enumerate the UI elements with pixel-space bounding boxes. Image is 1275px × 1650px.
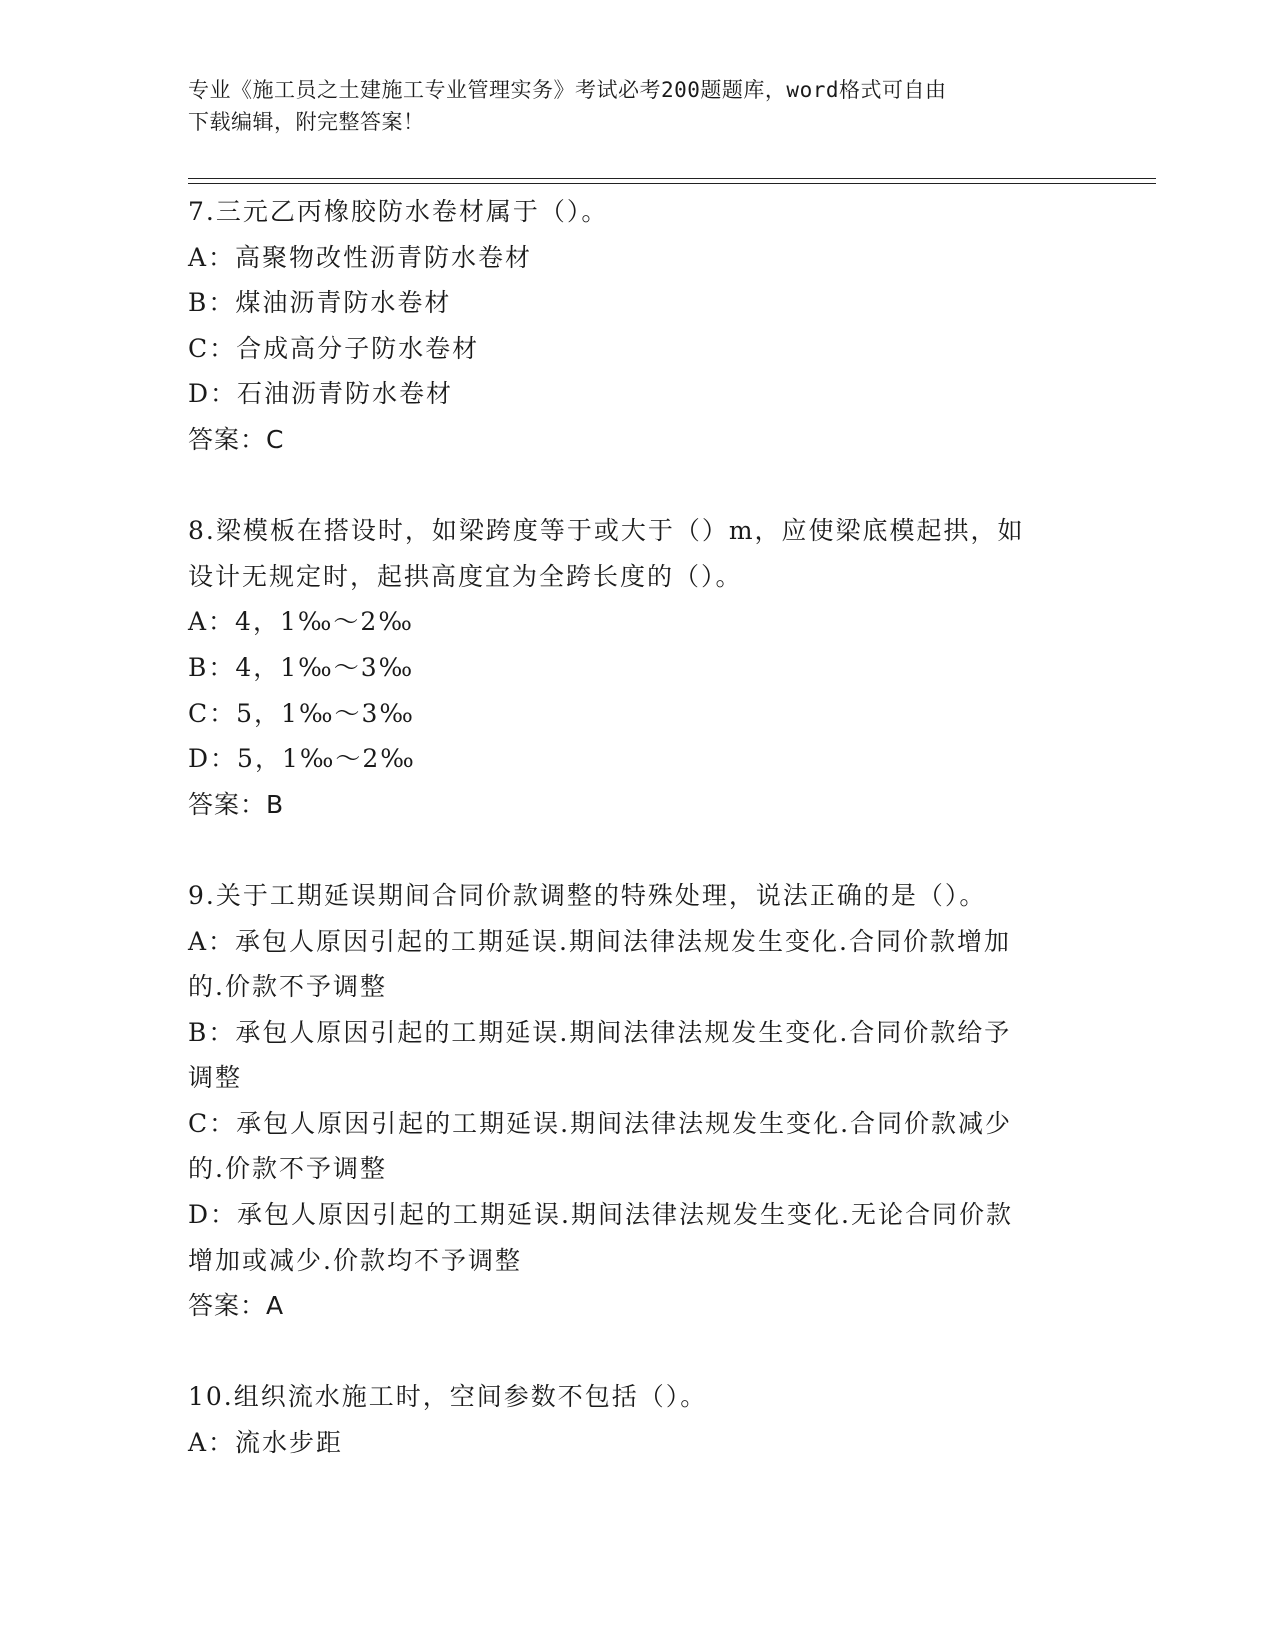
- header-title-line-1: 专业《施工员之土建施工专业管理实务》考试必考200题题库，word格式可自由: [188, 78, 947, 102]
- question-list: [188, 189, 1088, 1511]
- question-stem: 7.三元乙丙橡胶防水卷材属于（）。: [188, 197, 609, 226]
- question-option: A：4，1‰～2‰: [188, 607, 414, 637]
- question-stem: 10.组织流水施工时，空间参数不包括（）。: [188, 1382, 708, 1412]
- question-block: [188, 508, 1088, 827]
- question-option: A：承包人原因引起的工期延误.期间法律法规发生变化.合同价款增加: [188, 926, 1011, 956]
- question-option: C：5，1‰～3‰: [188, 698, 415, 728]
- question-option: B：4，1‰～3‰: [188, 652, 415, 682]
- question-option: D：承包人原因引起的工期延误.期间法律法规发生变化.无论合同价款: [188, 1200, 1013, 1230]
- question-option: C：合成高分子防水卷材: [188, 333, 480, 363]
- document-header: [188, 74, 1088, 138]
- question-stem: 8.梁模板在搭设时，如梁跨度等于或大于（）m，应使梁底模起拱，如: [188, 516, 1025, 546]
- question-option: C：承包人原因引起的工期延误.期间法律法规发生变化.合同价款减少: [188, 1108, 1013, 1138]
- answer-label: 答案：C: [188, 424, 285, 454]
- question-stem: 9.关于工期延误期间合同价款调整的特殊处理，说法正确的是（）。: [188, 880, 987, 910]
- answer-label: 答案：A: [188, 1291, 285, 1321]
- question-option: 增加或减少.价款均不予调整: [188, 1245, 522, 1275]
- question-option: 的.价款不予调整: [188, 972, 387, 1002]
- question-option: 调整: [188, 1063, 243, 1093]
- header-divider-top: [188, 178, 1156, 179]
- answer-label: 答案：B: [188, 789, 285, 819]
- question-option: A：高聚物改性沥青防水卷材: [188, 242, 533, 272]
- question-option: B：煤油沥青防水卷材: [188, 288, 452, 318]
- question-option: D：石油沥青防水卷材: [188, 379, 454, 409]
- question-option: B：承包人原因引起的工期延误.期间法律法规发生变化.合同价款给予: [188, 1017, 1012, 1047]
- question-stem: 设计无规定时，起拱高度宜为全跨长度的（）。: [188, 561, 743, 591]
- question-option: 的.价款不予调整: [188, 1154, 387, 1184]
- question-option: D：5，1‰～2‰: [188, 744, 416, 774]
- header-divider-bottom: [188, 183, 1156, 184]
- header-title-line-2: 下载编辑，附完整答案！: [188, 110, 425, 134]
- question-block: [188, 189, 1088, 463]
- question-block: [188, 1374, 1088, 1465]
- question-option: A：流水步距: [188, 1428, 344, 1458]
- question-block: [188, 873, 1088, 1329]
